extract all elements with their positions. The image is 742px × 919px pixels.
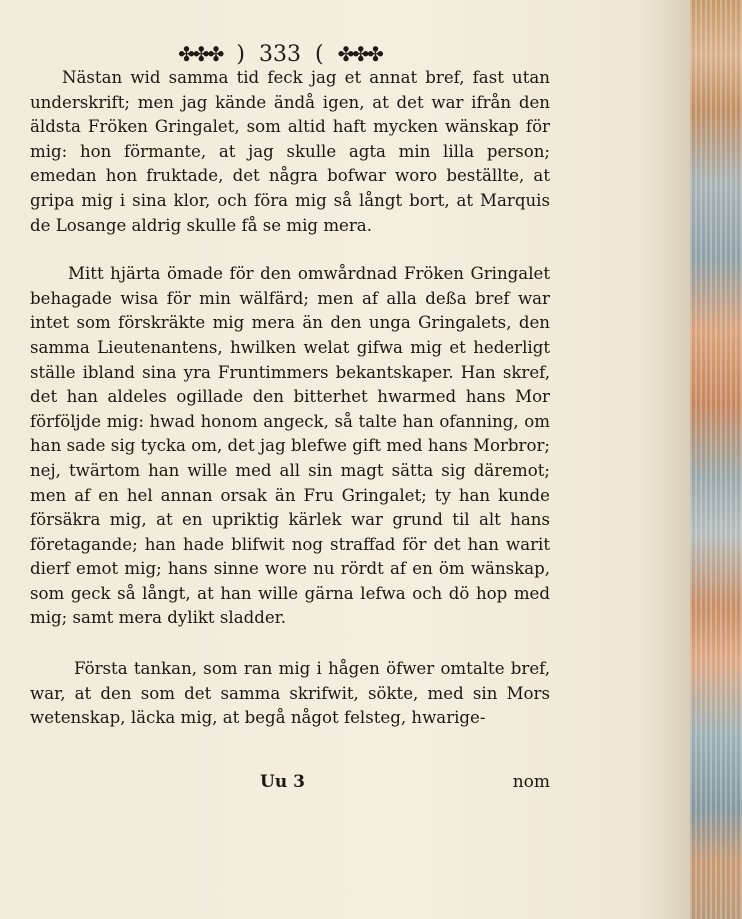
marbled-page-edge: [690, 0, 742, 919]
paragraph-2: Mitt hjärta ömade för den omwårdnad Fröken Gringalet behagade wisa för min wälfärd; men af alla deßa bref war intet som förskräkte mig mera än den unga Gringalets, den samma Lieutenantens, hwilken welat gifwa mig et hederligt ställe ibland sina yra Fruntimmers bekantskaper. Han skref, det han aldeles ogillade den bitterhet hwarmed hans Mor förföljde mig: hwad honom angeck, så talte han ofanning, om han sade sig tycka om, det jag blefwe gift med hans Morbror; nej, twärtom han wille med all sin magt sätta sig däremot; men af en hel annan orsak än Fru Gringalet; ty han kunde försäkra mig, at en upriktig kärlek war grund til alt hans företagande; han hade blifwit nog straffad för det han warit dierf emot mig; hans sinne wore nu rördt af en öm wänskap, som geck så långt, at han wille gärna lefwa och dö hop med mig; samt mera dylikt sladder.: [30, 264, 550, 628]
signature-mark: Uu 3: [260, 772, 305, 792]
paragraph-1: Nästan wid samma tid feck jag et annat bref, fast utan underskrift; men jag kände ändå igen, at det war ifrån den äldsta Fröken Gringalet, som altid haft mycken wänskap för mig: hon förmante, at jag skulle agta min lilla person; emedan hon fruktade, det några bofwar woro beställte, at gripa mig i sina klor, och föra mig så långt bort, at Marquis de Losange aldrig skulle få se mig mera.: [30, 68, 550, 235]
page-footer: [30, 772, 550, 798]
page-body-text: [30, 66, 550, 731]
left-ornament-icon: ✤✤✤: [178, 42, 223, 66]
right-ornament-icon: ✤✤✤: [337, 42, 382, 66]
page-number: 333: [259, 41, 301, 67]
page-gutter-shadow: [640, 0, 690, 919]
right-paren: (: [315, 41, 324, 67]
left-paren: ): [236, 41, 245, 67]
catchword: nom: [512, 772, 550, 792]
paragraph-3: Första tankan, som ran mig i hågen öfwer omtalte bref, war, at den som det samma skrifwit, sökte, med sin Mors wetenskap, läcka mig, at begå något felsteg, hwarige-: [30, 659, 550, 728]
